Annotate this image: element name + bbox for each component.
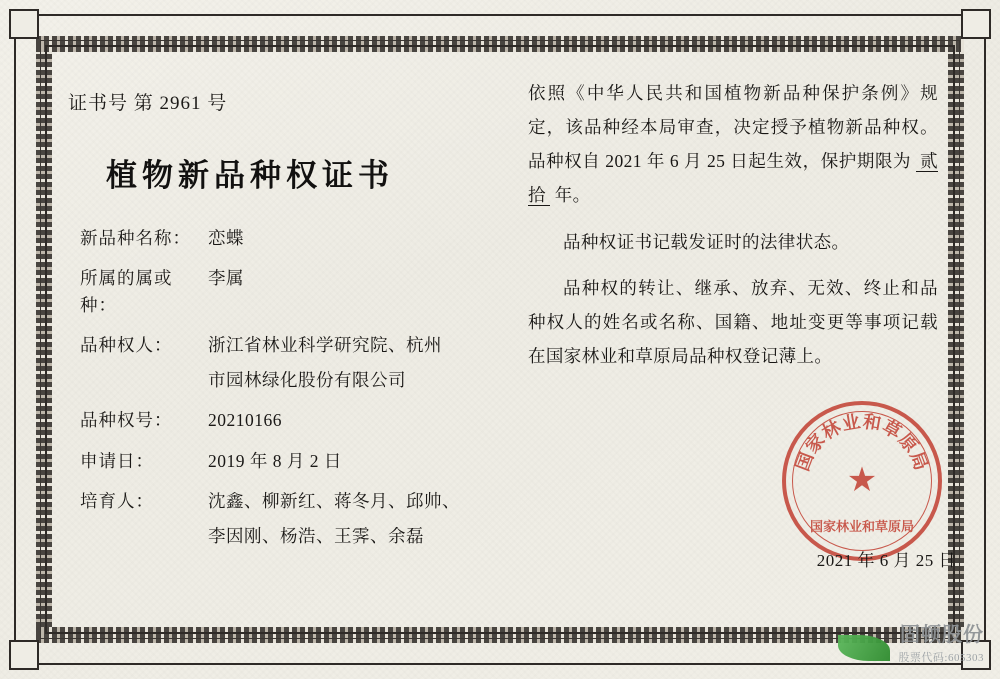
field-label-variety-number: 品种权号： <box>80 410 173 431</box>
field-value-breeders-line1: 沈鑫、柳新红、蒋冬月、邱帅、 <box>208 490 460 511</box>
legal-paragraph-status: 品种权证书记载发证时的法律状态。 <box>563 231 850 252</box>
field-value-variety-name: 恋蝶 <box>208 228 244 248</box>
field-label-breeders: 培育人： <box>80 490 154 511</box>
seal-bottom-label: 国家林业和草原局 <box>809 519 914 534</box>
leaf-shape <box>838 635 890 661</box>
protection-term-suffix: 年。 <box>554 185 591 206</box>
issue-date: 2021 年 6 月 25 日 <box>816 551 956 570</box>
field-label-genus-species: 所属的属或种： <box>80 268 173 315</box>
watermark-stock-code: 股票代码:605303 <box>898 652 984 664</box>
protection-term-value: 贰拾 <box>528 151 938 206</box>
field-row <box>80 488 550 550</box>
field-label-application-date: 申请日： <box>80 450 154 471</box>
field-value-rights-holder <box>208 332 550 394</box>
seal-star-icon: ★ <box>846 462 878 499</box>
corner-ornament-top-left <box>9 9 39 39</box>
field-value-rights-holder-line2: 市园林绿化股份有限公司 <box>208 370 406 390</box>
watermark <box>838 618 984 665</box>
seal-arc-label: 国家林业和草原局 <box>792 411 932 474</box>
corner-ornament-top-right <box>961 9 991 39</box>
official-seal <box>782 401 942 561</box>
field-value-breeders-line2: 李因刚、杨浩、王霁、余磊 <box>208 526 424 546</box>
field-row <box>80 448 550 474</box>
legal-paragraph-grant-text: 依照《中华人民共和国植物新品种保护条例》规定，该品种经本局审查，决定授予植物新品种权。品种权自 2021 年 6 月 25 日起生效，保护期限为 <box>528 83 938 172</box>
page-title: 植物新品种权证书 <box>106 158 394 193</box>
watermark-company-name: 固顿股份 <box>900 624 984 646</box>
field-row <box>80 407 550 433</box>
legal-paragraph-registry: 品种权的转让、继承、放弃、无效、终止和品种权人的姓名或名称、国籍、地址变更等事项记载在国家林业和草原局品种权登记薄上。 <box>528 277 938 366</box>
certificate-fields <box>80 225 550 563</box>
field-value-breeders <box>208 488 550 550</box>
watermark-text <box>898 618 984 665</box>
field-row <box>80 265 550 318</box>
corner-ornament-bottom-left <box>9 640 39 670</box>
field-label-rights-holder: 品种权人： <box>80 334 173 355</box>
leaf-logo-icon <box>838 631 892 665</box>
field-value-rights-holder-line1: 浙江省林业科学研究院、杭州 <box>208 334 442 355</box>
certificate-number: 证书号 第 2961 号 <box>68 93 228 114</box>
legal-paragraph-grant <box>528 76 938 213</box>
field-value-variety-number: 20210166 <box>208 410 282 431</box>
field-label-variety-name: 新品种名称： <box>80 228 191 248</box>
field-row <box>80 332 550 394</box>
legal-text-column <box>528 76 938 385</box>
field-value-genus-species: 李属 <box>208 268 244 289</box>
field-value-application-date: 2019 年 8 月 2 日 <box>208 450 342 471</box>
field-row <box>80 225 550 251</box>
